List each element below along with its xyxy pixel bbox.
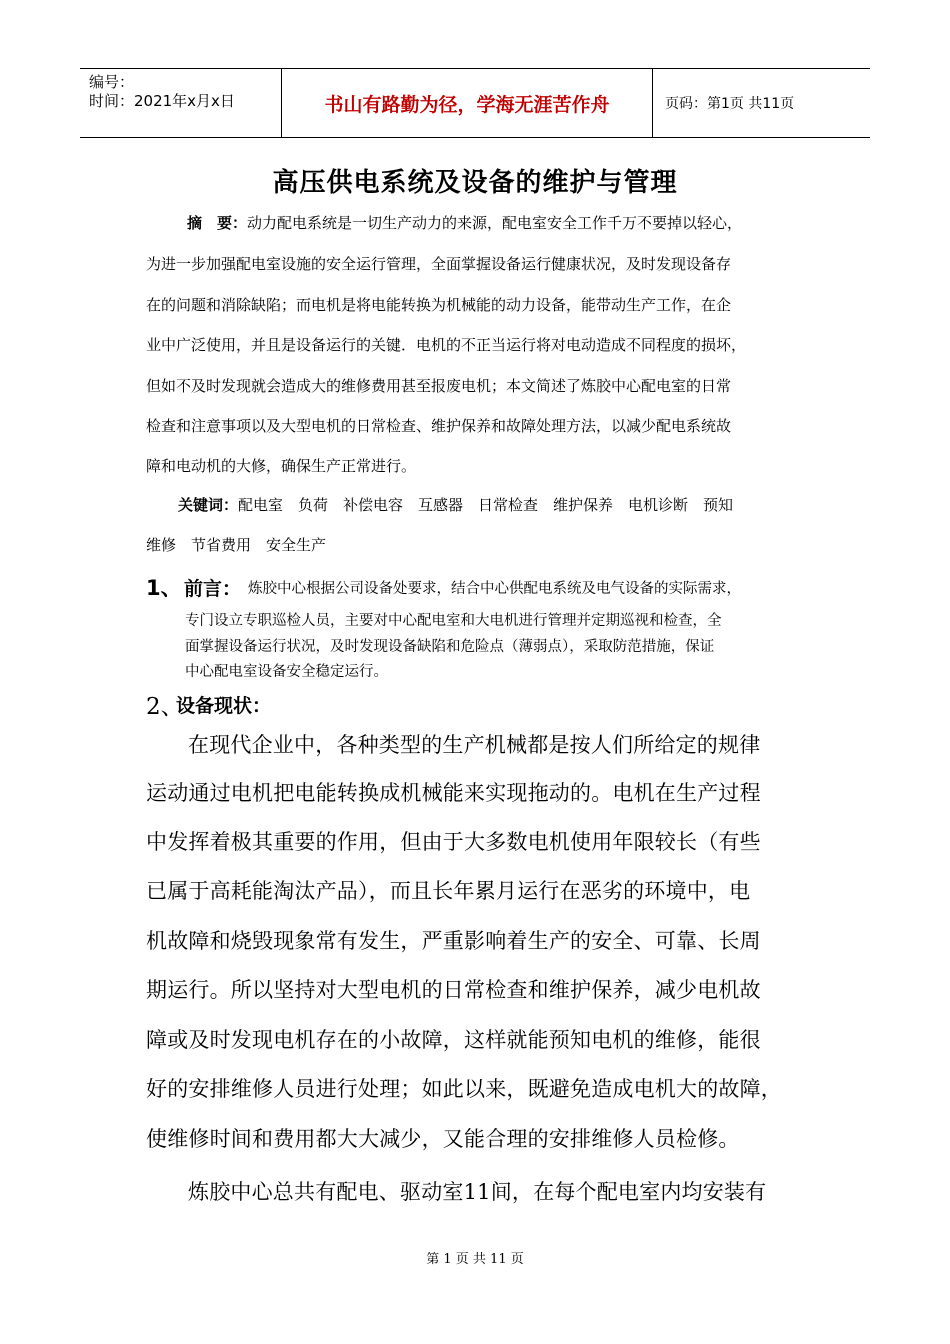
section-1-number: 1、 [146,576,182,600]
motto: 书山有路勤为径，学海无涯苦作舟 [324,93,610,116]
header-right-cell [653,69,870,137]
abstract-line-7: 障和电动机的大修，确保生产正常进行。 [146,457,417,475]
abstract-line-6: 检查和注意事项以及大型电机的日常检查、维护保养和故障处理方法，以减少配电系统故 [146,417,732,435]
section-1-line-2: 专门设立专职巡检人员，主要对中心配电室和大电机进行管理并定期巡视和检查，全 [185,613,722,629]
section-2-line-2: 运动通过电机把电能转换成机械能来实现拖动的。电机在生产过程 [146,781,761,805]
section-1-line-1: 炼胶中心根据公司设备处要求，结合中心供配电系统及电气设备的实际需求， [248,581,741,597]
abstract-line-5: 但如不及时发现就会造成大的维修费用甚至报废电机；本文简述了炼胶中心配电室的日常 [146,377,732,395]
section-2-line-9: 使维修时间和费用都大大减少，又能合理的安排维修人员检修。 [146,1127,740,1151]
section-1-line-3: 面掌握设备运行状况，及时发现设备缺陷和危险点（薄弱点），采取防范措施，保证 [185,639,715,655]
section-2-line-3: 中发挥着极其重要的作用，但由于大多数电机使用年限较长（有些 [146,830,761,854]
code-label: 编号： [89,73,135,91]
section-2-line-7: 障或及时发现电机存在的小故障，这样就能预知电机的维修，能很 [146,1028,761,1052]
header-table [80,68,870,138]
abstract-line-1: 摘 要：动力配电系统是一切生产动力的来源，配电室安全工作千万不要掉以轻心， [187,214,743,232]
section-2-paragraph-2: 炼胶中心总共有配电、驱动室11间，在每个配电室内均安装有 [188,1180,767,1204]
section-2-line-8: 好的安排维修人员进行处理；如此以来，既避免造成电机大的故障， [146,1077,782,1101]
abstract-label: 摘 要： [187,214,248,232]
section-2-line-1: 在现代企业中，各种类型的生产机械都是按人们所给定的规律 [188,733,761,757]
keywords-label: 关键词： [178,496,239,514]
abstract-line-3: 在的问题和消除缺陷；而电机是将电能转换为机械能的动力设备，能带动生产工作，在企 [146,296,732,314]
document-title: 高压供电系统及设备的维护与管理 [272,168,678,198]
abstract-line-2: 为进一步加强配电室设施的安全运行管理，全面掌握设备运行健康状况，及时发现设备存 [146,255,732,273]
abstract-line-4: 业中广泛使用，并且是设备运行的关键．电机的不正当运行将对电动造成不同程度的损坏， [146,336,747,354]
header-middle-cell [282,69,653,137]
header-left-cell [80,69,282,137]
keywords-line-2: 维修 节省费用 安全生产 [146,536,327,554]
section-2-number: 2、 [146,694,184,720]
section-2-line-5: 机故障和烧毁现象常有发生，严重影响着生产的安全、可靠、长周 [146,929,761,953]
section-2-title: 设备现状： [176,695,272,717]
section-1-title: 前言： [184,578,242,600]
section-1-line-4: 中心配电室设备安全稳定运行。 [185,664,388,680]
date-label: 时间：2021年x月x日 [89,92,235,110]
section-2-line-4: 已属于高耗能淘汰产品），而且长年累月运行在恶劣的环境中，电 [146,879,751,903]
page-footer: 第 1 页 共 11 页 [426,1252,524,1267]
page-info: 页码：第1页 共11页 [665,96,795,112]
section-2-line-6: 期运行。所以坚持对大型电机的日常检查和维护保养，减少电机故 [146,978,761,1002]
keywords-line-1: 关键词：配电室 负荷 补偿电容 互感器 日常检查 维护保养 电机诊断 预知 [178,496,734,514]
